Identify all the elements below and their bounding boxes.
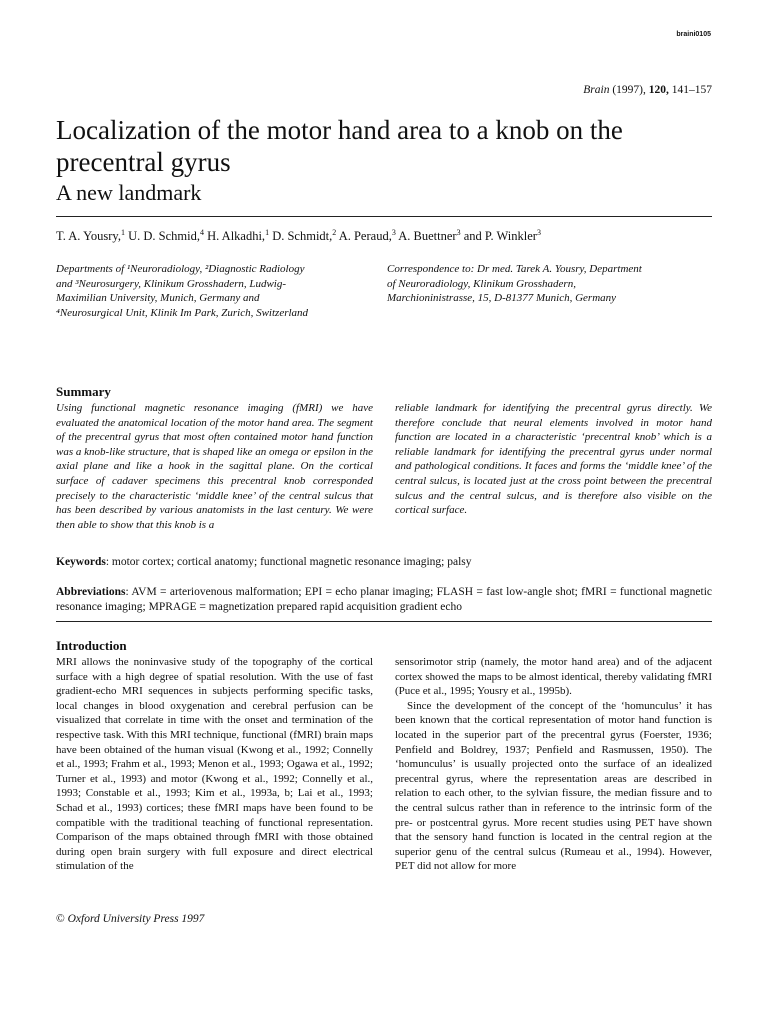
author-name: D. Schmidt, — [272, 229, 333, 244]
citation-year: (1997), — [609, 84, 649, 96]
author-affiliation-marker: 3 — [456, 228, 461, 237]
correspondence-line: of Neuroradiology, Klinikum Grosshadern, — [387, 277, 576, 290]
article-subtitle: A new landmark — [56, 180, 202, 205]
article-title: Localization of the motor hand area to a knob on the precentral gyrus — [56, 115, 623, 177]
author-affiliation-marker: 1 — [120, 228, 125, 237]
copyright-text: Oxford University Press 1997 — [64, 913, 205, 925]
author-affiliation-marker: 1 — [265, 228, 270, 237]
author-affiliation-marker: 4 — [199, 228, 204, 237]
abbreviations-label: Abbreviations — [56, 586, 126, 598]
author-name: U. D. Schmid, — [128, 229, 200, 244]
keywords-text: : motor cortex; cortical anatomy; functional magnetic resonance imaging; palsy — [105, 556, 472, 568]
summary-heading: Summary — [56, 384, 111, 399]
summary-text-left: Using functional magnetic resonance imaging (fMRI) we have evaluated the anatomical location of the motor hand area. The segment of the precentral gyrus that most often contained motor hand function was a knob-like structure, that is shaped like an omega or epsilon in the axial plane and like a hook in the sagittal plane. On the cortical surface of cadaver specimens this precentral knob corresponded precisely to the characteristic ‘middle knee’ of the central sulcus that has been described by various anatomists in the last century. We were then able to show that this knob is a — [56, 402, 373, 531]
affiliation-line: Departments of ¹Neuroradiology, ²Diagnostic Radiology — [56, 263, 305, 275]
author-name: T. A. Yousry, — [56, 229, 121, 244]
introduction-paragraph: sensorimotor strip (namely, the motor hand area) and of the adjacent cortex showed the maps to be almost identical, thereby validating fMRI (Puce et al., 1995; Yousry et al., 1995b). — [395, 656, 712, 698]
correspondence-line: Correspondence to: Dr med. Tarek A. Yousry, Department — [387, 263, 642, 275]
section-divider — [56, 621, 712, 622]
copyright-symbol: © — [56, 913, 65, 925]
citation-pages: 141–157 — [668, 84, 712, 96]
introduction-text-right — [395, 655, 712, 874]
document-code: braini0105 — [676, 31, 711, 38]
author-name: A. Peraud, — [338, 229, 392, 244]
author-name: A. Buettner — [398, 229, 457, 244]
abbreviations-text: : AVM = arteriovenous malformation; EPI = echo planar imaging; FLASH = fast low-angle shot; fMRI = functional magnetic resonance imaging; MPRAGE = magnetization prepared rapid acquisition gradient echo — [56, 586, 712, 613]
affiliation-line: ⁴Neurosurgical Unit, Klinik Im Park, Zurich, Switzerland — [56, 306, 309, 319]
correspondence — [387, 262, 717, 306]
keywords — [56, 556, 716, 568]
title-divider — [56, 216, 712, 217]
introduction-heading: Introduction — [56, 638, 127, 653]
abbreviations — [56, 585, 712, 615]
affiliations — [56, 262, 376, 320]
author-affiliation-marker: 2 — [332, 228, 337, 237]
introduction-paragraph: Since the development of the concept of the ‘homunculus’ it has been known that the cortical representation of motor hand function is located in the superior part of the precentral gyrus (Foerster, 1936; Penfield and Boldrey, 1937; Penfield and Rasmussen, 1950). The ‘homunculus’ is usually projected onto the surface of an idealized precentral gyrus, where the representation areas are described in relation to each other, to the sylvian fissure, the median fissure and to the central sulcus rather than in reference to the intrinsic form of the pre- or postcentral gyrus. More recent studies using PET have shown that the sensory hand function is located in the central region at the superior genu of the central sulcus (Rumeau et al., 1994). However, PET did not allow for more — [395, 699, 712, 873]
affiliation-line: Maximilian University, Munich, Germany and — [56, 292, 260, 305]
introduction-text-left: MRI allows the noninvasive study of the topography of the cortical surface with a high degree of spatial resolution. With the use of fast gradient-echo MRI sequences in subjects performing specific tasks, local changes in blood oxygenation and cerebral perfusion can be visualized that correlate in time with the onset and termination of the respective task. With this MRI technique, functional (fMRI) brain maps have been obtained of the human visual (Kwong et al., 1992; Connelly et al., 1993; Frahm et al., 1993; Menon et al., 1993; Ogawa et al., 1992; Turner et al., 1993) and motor (Kwong et al., 1992; Connelly et al., 1993; Constable et al., 1993; Kim et al., 1993a, b; Lai et al., 1993; Schad et al., 1993) cortices; these fMRI maps have been found to be compatible with the traditional teaching of functional representation. Comparison of the maps obtained through fMRI with those obtained during open brain surgery with full exposure and direct electrical stimulation of the — [56, 656, 373, 873]
affiliation-line: and ³Neurosurgery, Klinikum Grosshadern, Ludwig- — [56, 277, 287, 290]
author-name: and P. Winkler — [463, 229, 537, 244]
summary-text-right: reliable landmark for identifying the precentral gyrus directly. We therefore conclude that neural elements involved in motor hand function are located in a characteristic ‘precentral knob’ which is a reliable landmark for identifying the precentral gyrus under normal and pathological conditions. It faces and forms the ‘middle knee’ of the central sulcus, is located just at the cross point between the precentral sulcus and the central sulcus, and is therefore also visible on the cortical surface. — [395, 402, 712, 517]
journal-name: Brain — [583, 84, 610, 96]
citation-volume: 120, — [648, 84, 669, 96]
author-affiliation-marker: 3 — [391, 228, 396, 237]
author-list — [56, 228, 716, 244]
correspondence-line: Marchioninistrasse, 15, D-81377 Munich, Germany — [387, 292, 617, 305]
author-name: H. Alkadhi, — [207, 229, 266, 244]
copyright-notice — [56, 913, 204, 925]
keywords-label: Keywords — [56, 556, 106, 568]
author-affiliation-marker: 3 — [536, 228, 541, 237]
journal-citation — [583, 84, 712, 96]
